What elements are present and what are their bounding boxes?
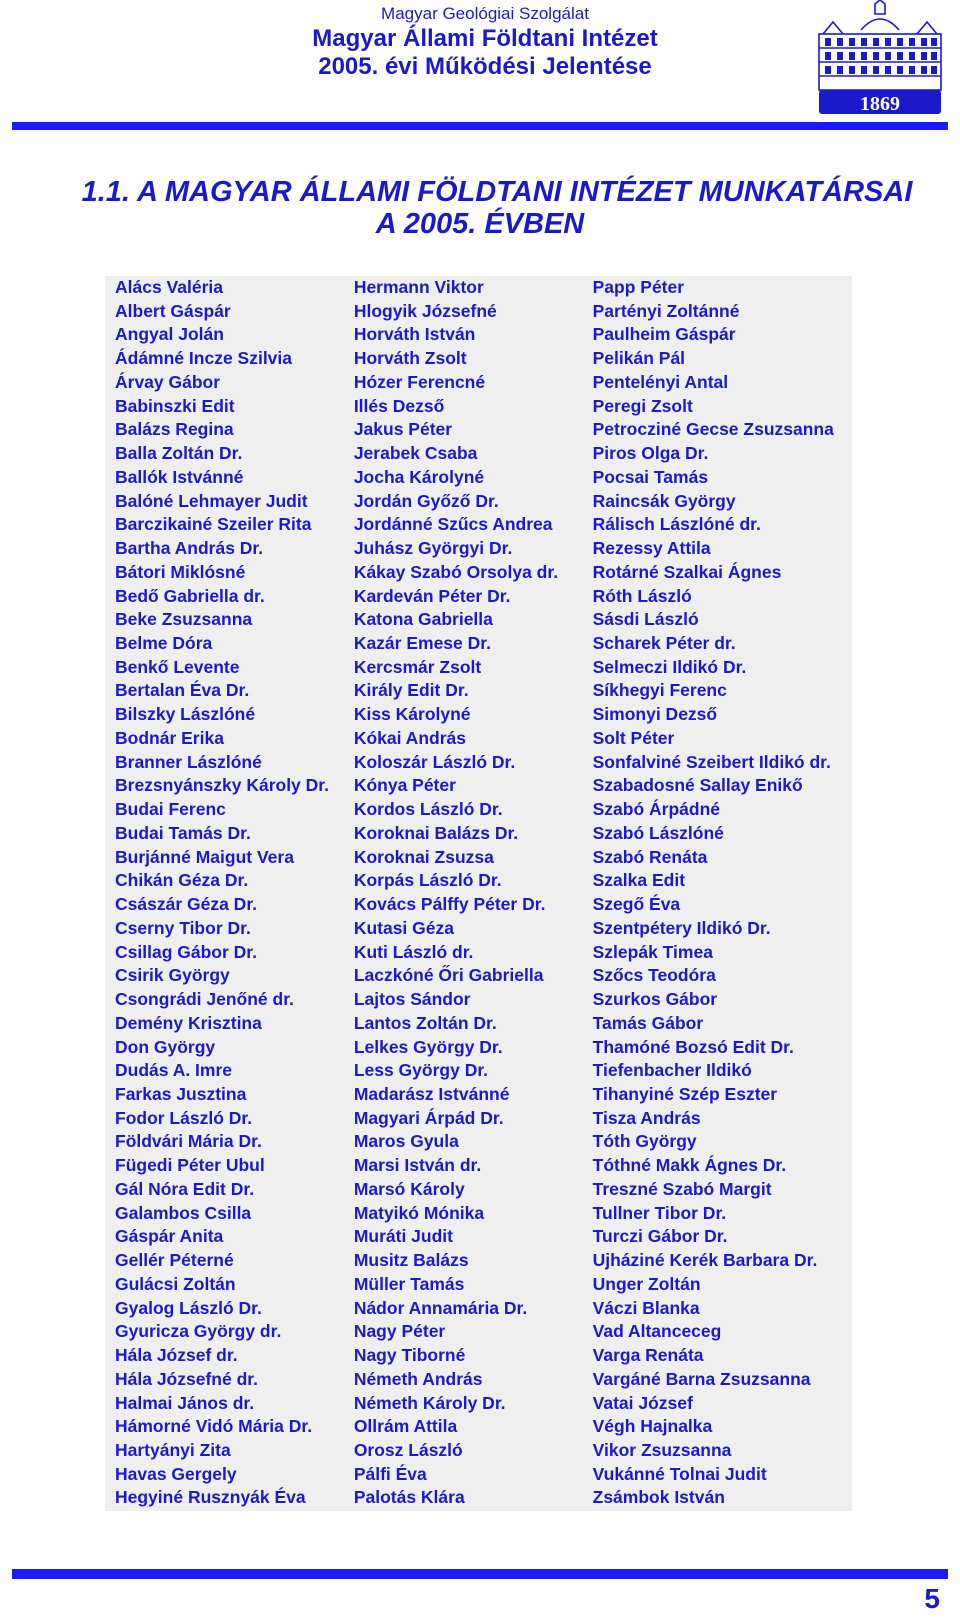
staff-name: Végh Hajnalka [592, 1416, 713, 1437]
staff-name: Gyuricza György dr. [115, 1321, 282, 1342]
staff-name: Tihanyiné Szép Eszter [592, 1083, 778, 1104]
staff-name: Tamás Gábor [592, 1012, 704, 1033]
staff-name: Simonyi Dezső [592, 704, 718, 725]
staff-name: Pocsai Tamás [592, 466, 709, 487]
staff-name: Jordánné Szűcs Andrea [353, 514, 553, 535]
staff-name: Balla Zoltán Dr. [115, 443, 243, 464]
staff-name: Hlogyik Józsefné [353, 300, 497, 321]
page-title-line-2: A 2005. ÉVBEN [375, 208, 585, 240]
staff-name: Alács Valéria [115, 277, 223, 297]
report-name: 2005. évi Működési Jelentése [318, 53, 652, 80]
staff-name: Madarász Istvánné [353, 1083, 510, 1104]
staff-name: Benkő Levente [115, 656, 240, 677]
staff-name: Albert Gáspár [115, 300, 231, 321]
staff-name: Tóthné Makk Ágnes Dr. [592, 1155, 787, 1176]
page-title-line-1: 1.1. A MAGYAR ÁLLAMI FÖLDTANI INTÉZET MUNKATÁRSAI [81, 176, 913, 208]
staff-name: Papp Péter [592, 277, 685, 297]
staff-name: Halmai János dr. [115, 1392, 255, 1413]
staff-name: Tóth György [592, 1131, 697, 1152]
staff-name: Matyikó Mónika [353, 1202, 485, 1223]
staff-name: Kercsmár Zsolt [353, 656, 482, 677]
logo-year: 1869 [860, 93, 900, 115]
staff-name: Bartha András Dr. [115, 538, 264, 559]
staff-name: Gulácsi Zoltán [115, 1273, 236, 1294]
staff-name: Treszné Szabó Margit [592, 1178, 772, 1199]
staff-name: Csillag Gábor Dr. [115, 941, 257, 962]
staff-name: Lantos Zoltán Dr. [353, 1012, 497, 1033]
staff-name: Marsó Károly [353, 1178, 465, 1199]
staff-name: Hála Józsefné dr. [115, 1368, 258, 1389]
staff-name: Koroknai Zsuzsa [353, 846, 494, 867]
staff-name: Hála József dr. [115, 1345, 238, 1366]
staff-name: Kardeván Péter Dr. [353, 585, 511, 606]
staff-name: Kónya Péter [353, 775, 456, 796]
staff-name: Bilszky Lászlóné [115, 704, 256, 725]
staff-name: Szabó Árpádné [592, 799, 721, 820]
staff-column-1 [105, 276, 344, 1511]
staff-name: Szabadosné Sallay Enikő [592, 775, 803, 796]
staff-name: Hámorné Vidó Mária Dr. [115, 1416, 313, 1437]
staff-name: Vad Altanceceg [592, 1321, 722, 1342]
staff-name: Szabó Lászlóné [592, 822, 724, 843]
staff-name: Unger Zoltán [592, 1273, 701, 1294]
staff-column-3 [583, 276, 852, 1511]
staff-name: Tiefenbacher Ildikó [592, 1060, 752, 1081]
staff-name: Burjánné Maigut Vera [115, 846, 294, 867]
staff-name: Kiss Károlyné [353, 704, 471, 725]
staff-name: Lajtos Sándor [353, 989, 471, 1010]
staff-name: Pálfi Éva [353, 1463, 427, 1484]
staff-name: Vargáné Barna Zsuzsanna [592, 1368, 811, 1389]
staff-name: Ollrám Attila [353, 1416, 458, 1437]
staff-name: Hartyányi Zita [115, 1439, 231, 1460]
staff-name: Kazár Emese Dr. [353, 633, 491, 654]
staff-name: Vukánné Tolnai Judit [592, 1463, 767, 1484]
staff-name: Tullner Tibor Dr. [592, 1202, 727, 1223]
footer-rule [12, 1569, 948, 1579]
staff-name: Korpás László Dr. [353, 870, 502, 891]
staff-name: Fodor László Dr. [115, 1107, 253, 1128]
staff-name: Balázs Regina [115, 419, 234, 440]
staff-name: Bátori Miklósné [115, 561, 246, 582]
staff-name: Kutasi Géza [353, 917, 454, 938]
staff-name: Partényi Zoltánné [592, 300, 740, 321]
staff-name: Galambos Csilla [115, 1202, 252, 1223]
staff-name: Nagy Tiborné [353, 1345, 466, 1366]
staff-column-2 [344, 276, 583, 1511]
staff-name: Scharek Péter dr. [592, 633, 736, 654]
staff-name: Piros Olga Dr. [592, 443, 709, 464]
staff-name: Szentpétery Ildikó Dr. [592, 917, 771, 938]
staff-name: Balóné Lehmayer Judit [115, 490, 308, 511]
staff-name: Raincsák György [592, 490, 736, 511]
staff-name: Jocha Károlyné [353, 466, 485, 487]
staff-name: Cserny Tibor Dr. [115, 917, 251, 938]
institute-building-logo [813, 0, 947, 118]
staff-name: Szőcs Teodóra [592, 965, 716, 986]
document-header [300, 3, 670, 81]
staff-name: Szlepák Timea [592, 941, 713, 962]
staff-name: Musitz Balázs [353, 1250, 469, 1271]
staff-name: Pentelényi Antal [592, 371, 729, 392]
staff-name: Brezsnyánszky Károly Dr. [115, 775, 329, 796]
staff-name: Csongrádi Jenőné dr. [115, 989, 294, 1010]
staff-name: Babinszki Edit [115, 395, 235, 416]
staff-name: Paulheim Gáspár [592, 324, 736, 345]
staff-name: Nagy Péter [353, 1321, 446, 1342]
staff-name: Farkas Jusztina [115, 1083, 247, 1104]
staff-name: Rotárné Szalkai Ágnes [592, 561, 782, 582]
staff-name: Turczi Gábor Dr. [592, 1226, 728, 1247]
staff-name: Müller Tamás [353, 1273, 465, 1294]
staff-name: Hegyiné Rusznyák Éva [115, 1487, 306, 1508]
staff-name: Hermann Viktor [353, 277, 484, 297]
staff-name: Szegő Éva [592, 894, 681, 915]
staff-list [105, 276, 852, 1511]
staff-name: Zsámbok István [592, 1487, 725, 1508]
staff-name: Kordos László Dr. [353, 799, 503, 820]
staff-name: Kókai András [353, 727, 466, 748]
staff-name: Branner Lászlóné [115, 751, 262, 772]
staff-name: Földvári Mária Dr. [115, 1131, 262, 1152]
staff-name: Váczi Blanka [592, 1297, 700, 1318]
staff-name: Horváth Zsolt [353, 348, 467, 369]
staff-name: Németh András [353, 1368, 483, 1389]
staff-name: Síkhegyi Ferenc [592, 680, 727, 701]
staff-name: Koloszár László Dr. [353, 751, 516, 772]
staff-name: Less György Dr. [353, 1060, 489, 1081]
staff-name: Petrocziné Gecse Zsuzsanna [592, 419, 834, 440]
staff-name: Sonfalviné Szeibert Ildikó dr. [592, 751, 831, 772]
staff-name: Gál Nóra Edit Dr. [115, 1178, 255, 1199]
staff-name: Sásdi László [592, 609, 699, 630]
staff-name: Chikán Géza Dr. [115, 870, 249, 891]
institute-name: Magyar Állami Földtani Intézet [312, 25, 658, 52]
staff-name: Peregi Zsolt [592, 395, 693, 416]
staff-name: Nádor Annamária Dr. [353, 1297, 528, 1318]
staff-name: Bertalan Éva Dr. [115, 680, 250, 701]
staff-name: Juhász Györgyi Dr. [353, 538, 513, 559]
staff-name: Vatai József [592, 1392, 693, 1413]
staff-name: Barczikainé Szeiler Rita [115, 514, 312, 535]
staff-name: Árvay Gábor [115, 371, 221, 392]
staff-name: Magyari Árpád Dr. [353, 1107, 504, 1128]
staff-name: Vikor Zsuzsanna [592, 1439, 732, 1460]
staff-name: Németh Károly Dr. [353, 1392, 506, 1413]
staff-name: Don György [115, 1036, 216, 1057]
staff-name: Császár Géza Dr. [115, 894, 258, 915]
staff-name: Kákay Szabó Orsolya dr. [353, 561, 559, 582]
staff-name: Budai Tamás Dr. [115, 822, 251, 843]
staff-name: Lelkes György Dr. [353, 1036, 503, 1057]
staff-name: Budai Ferenc [115, 799, 226, 820]
staff-name: Kovács Pálffy Péter Dr. [353, 894, 546, 915]
staff-name: Marsi István dr. [353, 1155, 482, 1176]
staff-name: Jerabek Csaba [353, 443, 478, 464]
staff-name: Pelikán Pál [592, 348, 686, 369]
staff-name: Maros Gyula [353, 1131, 459, 1152]
staff-name: Solt Péter [592, 727, 675, 748]
staff-name: Fügedi Péter Ubul [115, 1155, 265, 1176]
staff-name: Koroknai Balázs Dr. [353, 822, 519, 843]
staff-name: Varga Renáta [592, 1345, 704, 1366]
staff-name: Ballók Istvánné [115, 466, 244, 487]
staff-name: Illés Dezső [353, 395, 445, 416]
staff-name: Róth László [592, 585, 692, 606]
staff-name: Havas Gergely [115, 1463, 237, 1484]
staff-name: Szurkos Gábor [592, 989, 718, 1010]
staff-name: Belme Dóra [115, 633, 213, 654]
page-number: 5 [924, 1583, 940, 1614]
staff-name: Jordán Győző Dr. [353, 490, 499, 511]
staff-name: Palotás Klára [353, 1487, 465, 1508]
staff-name: Selmeczi Ildikó Dr. [592, 656, 747, 677]
staff-name: Gyalog László Dr. [115, 1297, 262, 1318]
organization-name: Magyar Geológiai Szolgálat [381, 4, 589, 23]
staff-name: Bodnár Erika [115, 727, 224, 748]
staff-name: Demény Krisztina [115, 1012, 262, 1033]
staff-name: Thamóné Bozsó Edit Dr. [592, 1036, 794, 1057]
staff-name: Szalka Edit [592, 870, 686, 891]
staff-name: Muráti Judit [353, 1226, 453, 1247]
staff-name: Ádámné Incze Szilvia [115, 348, 293, 369]
staff-name: Szabó Renáta [592, 846, 708, 867]
staff-name: Horváth István [353, 324, 476, 345]
staff-name: Rálisch Lászlóné dr. [592, 514, 761, 535]
staff-name: Ujháziné Kerék Barbara Dr. [592, 1250, 818, 1271]
staff-name: Király Edit Dr. [353, 680, 469, 701]
staff-name: Dudás A. Imre [115, 1060, 233, 1081]
staff-name: Jakus Péter [353, 419, 453, 440]
staff-name: Katona Gabriella [353, 609, 493, 630]
staff-name: Angyal Jolán [115, 324, 224, 345]
staff-name: Gellér Péterné [115, 1250, 234, 1271]
header-rule [12, 122, 948, 130]
staff-name: Hózer Ferencné [353, 371, 486, 392]
staff-name: Bedő Gabriella dr. [115, 585, 265, 606]
staff-name: Orosz László [353, 1439, 463, 1460]
staff-name: Tisza András [592, 1107, 701, 1128]
staff-name: Beke Zsuzsanna [115, 609, 253, 630]
staff-name: Gáspár Anita [115, 1226, 224, 1247]
staff-name: Rezessy Attila [592, 538, 711, 559]
staff-name: Kuti László dr. [353, 941, 474, 962]
staff-name: Laczkóné Őri Gabriella [353, 965, 544, 986]
staff-name: Csirik György [115, 965, 230, 986]
